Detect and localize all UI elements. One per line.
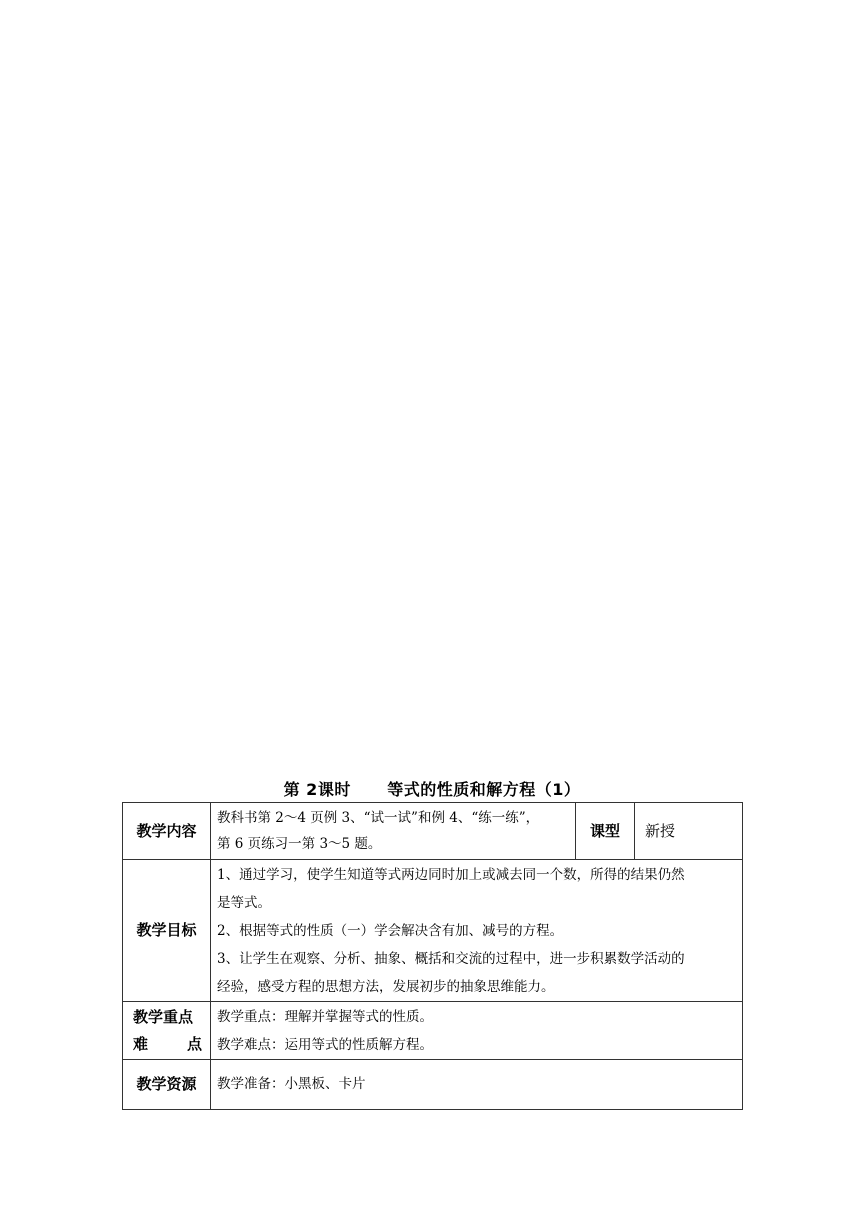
resources-cell: 教学准备：小黑板、卡片 xyxy=(211,1060,743,1110)
goals-cell xyxy=(211,860,743,1002)
keypoints-label-line2 xyxy=(125,1031,208,1058)
content-line: 教科书第 2～4 页例 3、“试一试”和例 4、“练一练”， xyxy=(217,810,540,826)
keypoints-label-char: 点 xyxy=(186,1034,202,1053)
keypoints-line: 教学难点：运用等式的性质解方程。 xyxy=(217,1036,433,1053)
goals-line: 1、通过学习，使学生知道等式两边同时加上或减去同一个数，所得的结果仍然 xyxy=(217,866,685,883)
row-content xyxy=(123,803,743,860)
row-resources xyxy=(123,1060,743,1110)
keypoints-label-line1: 教学重点 xyxy=(133,1007,194,1026)
keypoints-line: 教学重点：理解并掌握等式的性质。 xyxy=(217,1008,433,1025)
goals-line: 2、根据等式的性质（一）学会解决含有加、减号的方程。 xyxy=(217,922,564,939)
row-keypoints xyxy=(123,1002,743,1060)
goals-line: 3、让学生在观察、分析、抽象、概括和交流的过程中，进一步积累数学活动的 xyxy=(217,950,685,967)
type-value: 新授 xyxy=(635,803,743,860)
keypoints-label-char: 难 xyxy=(133,1034,149,1053)
type-label: 课型 xyxy=(576,803,635,860)
lesson-plan-table xyxy=(122,802,743,1110)
goals-line: 经验，感受方程的思想方法，发展初步的抽象思维能力。 xyxy=(217,978,555,995)
goals-line: 是等式。 xyxy=(217,894,271,911)
content-line: 第 6 页练习一第 3～5 题。 xyxy=(217,836,382,852)
row-goals xyxy=(123,860,743,1002)
content-label: 教学内容 xyxy=(123,803,211,860)
keypoints-label xyxy=(123,1002,211,1060)
goals-label: 教学目标 xyxy=(123,860,211,1002)
keypoints-cell xyxy=(211,1002,743,1060)
lesson-title: 第 2课时 等式的性质和解方程（1） xyxy=(283,780,581,799)
content-cell xyxy=(211,803,576,860)
resources-label: 教学资源 xyxy=(123,1060,211,1110)
